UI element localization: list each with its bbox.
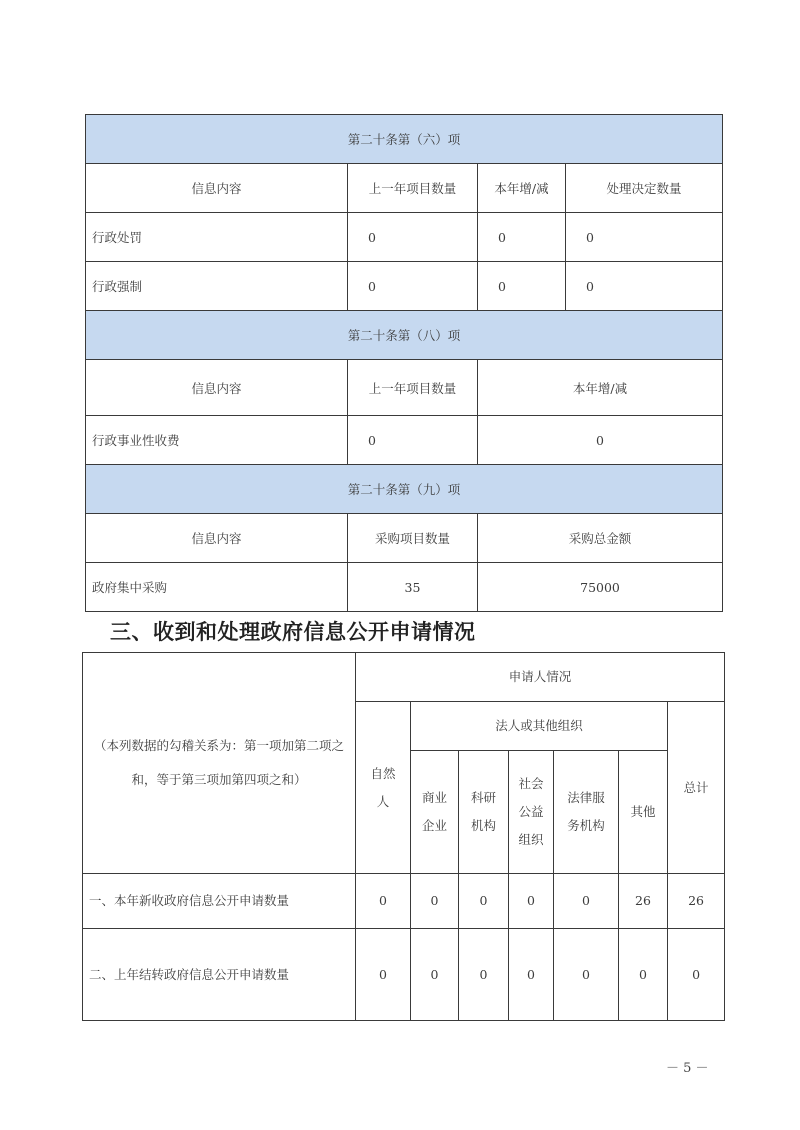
- section-title-20-8: 第二十条第（八）项: [86, 311, 723, 360]
- applications-table: [82, 652, 725, 1021]
- col-header-prev: 上一年项目数量: [348, 360, 478, 416]
- row-label: 行政处罚: [86, 213, 348, 262]
- sub-header-legal-services: 法律服务机构: [554, 751, 619, 874]
- cell-research: 0: [459, 929, 509, 1021]
- sub-header-business: 商业企业: [411, 751, 459, 874]
- cell-total: 26: [668, 874, 725, 929]
- cell-total: 0: [668, 929, 725, 1021]
- row-label: 一、本年新收政府信息公开申请数量: [83, 874, 356, 929]
- cell-research: 0: [459, 874, 509, 929]
- col-header-change: 本年增/减: [478, 164, 566, 213]
- sub-header-research: 科研机构: [459, 751, 509, 874]
- applicant-header: 申请人情况: [356, 653, 725, 702]
- row-label: 行政强制: [86, 262, 348, 311]
- col-header-prev: 上一年项目数量: [348, 164, 478, 213]
- cell-prev: 0: [348, 262, 478, 311]
- cell-decisions: 0: [566, 262, 723, 311]
- row-label: 二、上年结转政府信息公开申请数量: [83, 929, 356, 1021]
- cell-legal-services: 0: [554, 874, 619, 929]
- row-label: 行政事业性收费: [86, 416, 348, 465]
- table-row: [83, 874, 725, 929]
- cell-prev: 0: [348, 213, 478, 262]
- cell-business: 0: [411, 929, 459, 1021]
- cell-legal-services: 0: [554, 929, 619, 1021]
- table-row: [86, 416, 723, 465]
- col-header-change: 本年增/减: [478, 360, 723, 416]
- col-header-info: 信息内容: [86, 360, 348, 416]
- table-row: [86, 262, 723, 311]
- col-header-decisions: 处理决定数量: [566, 164, 723, 213]
- cell-change: 0: [478, 416, 723, 465]
- cell-other: 26: [619, 874, 668, 929]
- disclosure-items-table: [85, 114, 723, 612]
- table-row: [86, 213, 723, 262]
- legal-entity-header: 法人或其他组织: [411, 702, 668, 751]
- table-row: [83, 929, 725, 1021]
- col-header-amount: 采购总金额: [478, 514, 723, 563]
- cell-amount: 75000: [478, 563, 723, 612]
- col-header-count: 采购项目数量: [348, 514, 478, 563]
- total-header: 总计: [668, 702, 725, 874]
- cell-prev: 0: [348, 416, 478, 465]
- cell-natural-person: 0: [356, 929, 411, 1021]
- cell-natural-person: 0: [356, 874, 411, 929]
- table-row: [86, 563, 723, 612]
- section-heading-3: 三、收到和处理政府信息公开申请情况: [110, 620, 476, 644]
- sub-header-other: 其他: [619, 751, 668, 874]
- section-title-20-6: 第二十条第（六）项: [86, 115, 723, 164]
- sub-header-nonprofit: 社会公益组织: [509, 751, 554, 874]
- cell-other: 0: [619, 929, 668, 1021]
- row-label: 政府集中采购: [86, 563, 348, 612]
- col-header-info: 信息内容: [86, 514, 348, 563]
- cross-check-note: （本列数据的勾稽关系为：第一项加第二项之和，等于第三项加第四项之和）: [83, 653, 356, 874]
- section-title-20-9: 第二十条第（九）项: [86, 465, 723, 514]
- page-number: － 5 －: [666, 1061, 709, 1076]
- cell-count: 35: [348, 563, 478, 612]
- natural-person-header: 自然人: [356, 702, 411, 874]
- cell-change: 0: [478, 213, 566, 262]
- cell-decisions: 0: [566, 213, 723, 262]
- cell-nonprofit: 0: [509, 874, 554, 929]
- cell-change: 0: [478, 262, 566, 311]
- cell-nonprofit: 0: [509, 929, 554, 1021]
- col-header-info: 信息内容: [86, 164, 348, 213]
- cell-business: 0: [411, 874, 459, 929]
